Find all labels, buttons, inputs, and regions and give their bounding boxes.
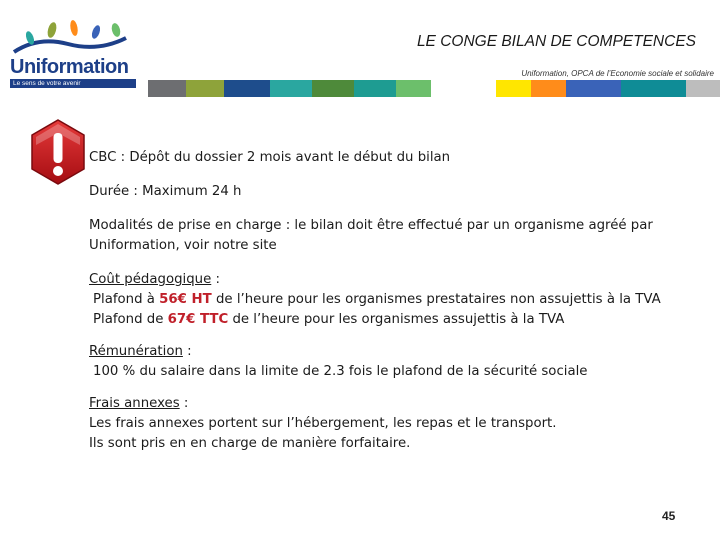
color-block (224, 80, 270, 97)
plafond1-post: de l’heure pour les organismes prestataires non assujettis à la TVA (211, 292, 661, 307)
plafond2-post: de l’heure pour les organismes assujettis à la TVA (228, 312, 565, 327)
color-block (566, 80, 621, 97)
exclamation-warning-icon (30, 119, 86, 185)
duree-label: Durée (89, 184, 130, 199)
color-block (431, 80, 496, 97)
header-color-bar (148, 80, 720, 97)
remuneration-suffix: : (182, 344, 192, 359)
plafond-line-2 (89, 310, 717, 330)
color-block (686, 80, 720, 97)
page-number: 45 (662, 509, 676, 523)
color-block (148, 80, 186, 97)
remuneration-value: 100 % du salaire dans la limite de 2.3 fois le plafond de la sécurité sociale (93, 364, 588, 379)
color-block (496, 80, 531, 97)
color-block (354, 80, 396, 97)
color-block (186, 80, 224, 97)
page-subtitle: Uniformation, OPCA de l’Economie sociale et solidaire (521, 69, 714, 78)
plafond2-amount: 67€ TTC (167, 312, 229, 327)
cout-heading (89, 270, 717, 290)
remuneration-heading (89, 342, 717, 362)
frais-line-1: Les frais annexes portent sur l’hébergement, les repas et le transport. (89, 416, 557, 431)
frais-line-2: Ils sont pris en en charge de manière forfaitaire. (89, 436, 411, 451)
uniformation-logo (8, 18, 140, 96)
plafond1-pre: Plafond à (93, 292, 160, 307)
frais-label: Frais annexes (89, 396, 180, 411)
plafond-line-1 (89, 290, 717, 310)
logo-figures-icon (8, 18, 140, 58)
color-block (312, 80, 354, 97)
modalites-line: Modalités de prise en charge : le bilan doit être effectué par un organisme agréé par (89, 218, 653, 233)
color-block (531, 80, 566, 97)
cout-suffix: : (211, 272, 220, 287)
frais-heading (89, 394, 717, 414)
plafond1-amount: 56€ HT (159, 292, 212, 307)
color-block (396, 80, 431, 97)
frais-suffix: : (179, 396, 189, 411)
duree-value: : Maximum 24 h (129, 184, 242, 199)
color-block (270, 80, 312, 97)
cout-label: Coût pédagogique (89, 272, 212, 287)
page-title: LE CONGE BILAN DE COMPETENCES (416, 33, 696, 50)
color-block (621, 80, 686, 97)
cbc-line: CBC : Dépôt du dossier 2 mois avant le début du bilan (89, 150, 451, 165)
logo-wordmark: Uniformation (10, 56, 129, 78)
plafond2-pre: Plafond de (93, 312, 168, 327)
duree-line (89, 182, 717, 202)
remuneration-label: Rémunération (89, 344, 183, 359)
logo-tagline: Le sens de votre avenir (10, 79, 136, 88)
modalites-line-2: Uniformation, voir notre site (89, 238, 277, 253)
main-content (89, 148, 717, 454)
